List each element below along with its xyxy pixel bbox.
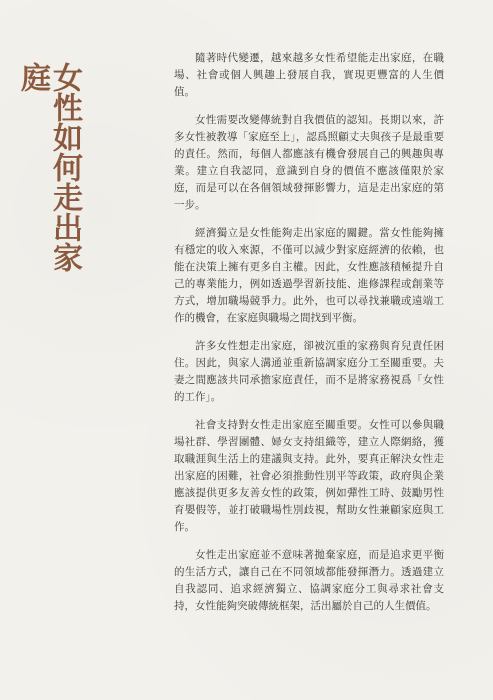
paragraph-5: 社會支持對女性走出家庭至關重要。女性可以參與職場社群、學習團體、婦女支持組織等，建立人際網絡，獲取職涯與生活上的建議與支持。此外，要真正解決女性走出家庭的困難，社會必須推動性別平等政策，政府與企業應該提供更多友善女性的政策，例如彈性工時、鼓勵男性育嬰假等，並打破職場性別歧視，幫助女性兼顧家庭與工作。 [174,419,444,533]
paragraph-2: 女性需要改變傳統對自我價值的認知。長期以來，許多女性被教導「家庭至上」，認爲照顧丈夫與孩子是最重要的責任。然而，每個人都應該有機會發展自己的興趣與專業。建立自我認同，意識到自身的價值不應該僅限於家庭，而是可以在各個領域發揮影響力，這是走出家庭的第一步。 [174,114,444,211]
paragraph-3: 經濟獨立是女性能夠走出家庭的關鍵。當女性能夠擁有穩定的收入來源，不僅可以減少對家庭經濟的依賴，也能在決策上擁有更多自主權。因此，女性應該積極提升自己的專業能力，例如透過學習新技能、進修課程或創業等方式，增加職場競爭力。此外，也可以尋找兼職或遠端工作的機會，在家庭與職場之間找到平衡。 [174,227,444,324]
page-title: 女性如何走出家庭 [15,62,82,272]
article-body [174,50,444,626]
paragraph-6: 女性走出家庭並不意味著拋棄家庭，而是追求更平衡的生活方式，讓自己在不同領域都能發揮潛力。透過建立自我認同、追求經濟獨立、協調家庭分工與尋求社會支持，女性能夠突破傳統框架，活出屬於自己的人生價值。 [174,549,444,612]
paragraph-4: 許多女性想走出家庭，卻被沉重的家務與育兒責任困住。因此，與家人溝通並重新協調家庭分工至關重要。夫妻之間應該共同承擔家庭責任，而不是將家務視爲「女性的工作」。 [174,340,444,403]
paragraph-1: 隨著時代變遷，越來越多女性希望能走出家庭，在職場、社會或個人興趣上發展自我，實現更豐富的人生價值。 [174,52,444,98]
